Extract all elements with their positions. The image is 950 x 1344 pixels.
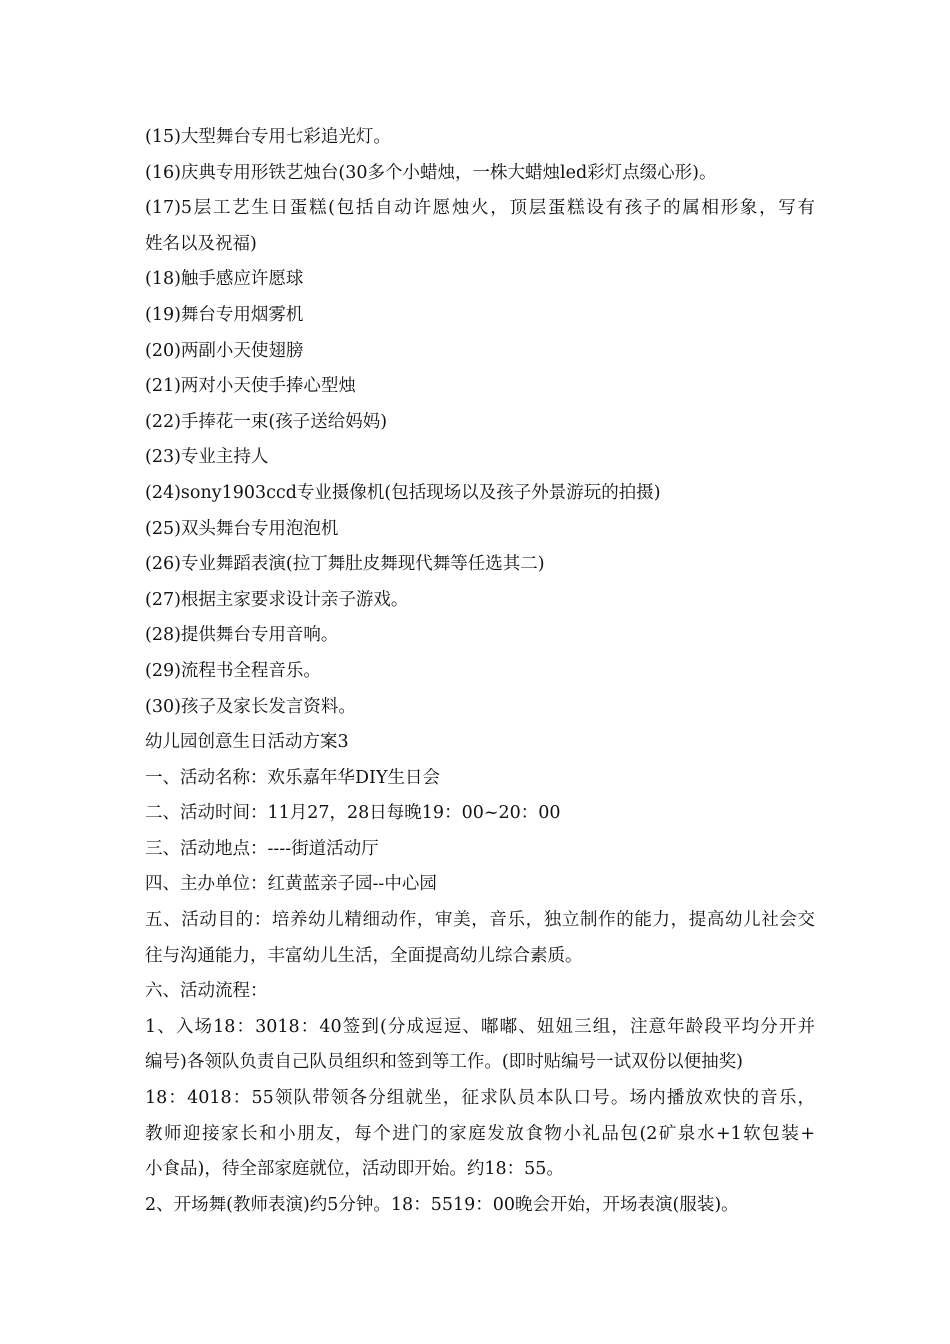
text-line: (18)触手感应许愿球 — [145, 269, 304, 290]
text-line: (20)两副小天使翅膀 — [145, 340, 304, 361]
text-line: 六、活动流程： — [145, 981, 268, 1002]
text-line: (28)提供舞台专用音响。 — [145, 625, 339, 646]
text-line: 教师迎接家长和小朋友，每个进门的家庭发放食物小礼品包(2矿泉水+1软包装+ — [145, 1123, 815, 1144]
text-line: 2、开场舞(教师表演)约5分钟。18：5519：00晚会开始，开场表演(服装)。 — [145, 1194, 739, 1215]
text-line: (15)大型舞台专用七彩追光灯。 — [145, 127, 391, 147]
text-line: (23)专业主持人 — [145, 447, 269, 468]
text-line: (29)流程书全程音乐。 — [145, 660, 321, 681]
text-line: (27)根据主家要求设计亲子游戏。 — [145, 589, 409, 610]
text-line: (17)5层工艺生日蛋糕(包括自动许愿烛火，顶层蛋糕设有孩子的属相形象，写有 — [145, 198, 815, 219]
text-line: 姓名以及祝福) — [145, 233, 257, 254]
text-line: 一、活动名称：欢乐嘉年华DIY生日会 — [145, 767, 440, 788]
text-line: (30)孩子及家长发言资料。 — [145, 696, 356, 717]
text-line: 五、活动目的：培养幼儿精细动作，审美，音乐，独立制作的能力，提高幼儿社会交 — [145, 910, 815, 931]
text-line: 18：4018：55领队带领各分组就坐，征求队员本队口号。场内播放欢快的音乐， — [145, 1088, 815, 1109]
text-line: (24)sony1903ccd专业摄像机(包括现场以及孩子外景游玩的拍摄) — [145, 482, 661, 503]
text-line: 编号)各领队负责自己队员组织和签到等工作。(即时贴编号一试双份以便抽奖) — [145, 1052, 743, 1073]
text-line: (26)专业舞蹈表演(拉丁舞肚皮舞现代舞等任选其二) — [145, 554, 545, 575]
text-line: 往与沟通能力，丰富幼儿生活，全面提高幼儿综合素质。 — [145, 945, 583, 966]
text-line: (25)双头舞台专用泡泡机 — [145, 518, 339, 539]
text-line: (21)两对小天使手捧心型烛 — [145, 376, 356, 397]
text-line: (16)庆典专用形铁艺烛台(30多个小蜡烛，一株大蜡烛led彩灯点缀心形)。 — [145, 162, 717, 183]
text-line: (22)手捧花一束(孩子送给妈妈) — [145, 411, 388, 432]
document-page — [145, 120, 815, 1223]
text-line: (19)舞台专用烟雾机 — [145, 304, 304, 325]
text-line: 二、活动时间：11月27，28日每晚19：00~20：00 — [145, 803, 561, 824]
text-line: 四、主办单位：红黄蓝亲子园--中心园 — [145, 874, 437, 895]
text-line: 1、入场18：3018：40签到(分成逗逗、嘟嘟、妞妞三组，注意年龄段平均分开并 — [145, 1016, 815, 1037]
text-line: 小食品)，待全部家庭就位，活动即开始。约18：55。 — [145, 1159, 564, 1180]
text-line: 三、活动地点：----街道活动厅 — [145, 838, 379, 859]
section-heading: 幼儿园创意生日活动方案3 — [145, 732, 349, 753]
